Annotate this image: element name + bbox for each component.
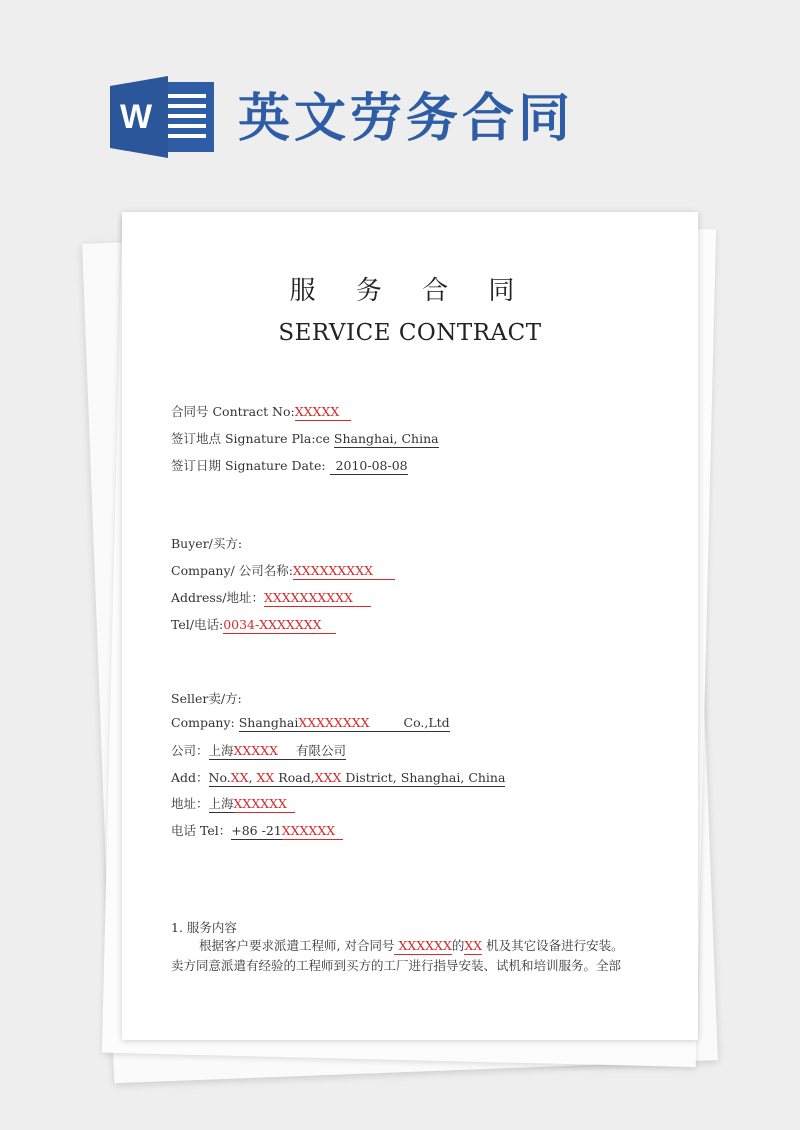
buyer-company-line bbox=[171, 561, 395, 579]
buyer-address-value: XXXXXXXXXX bbox=[264, 590, 371, 607]
seller-company-prefix: Shanghai bbox=[238, 715, 299, 730]
section1-p1-a: 根据客户要求派遣工程师, 对合同号 bbox=[199, 938, 395, 953]
seller-address-cn-value: XXXXXX bbox=[234, 796, 295, 813]
seller-tel-value: XXXXXX bbox=[282, 823, 343, 840]
header bbox=[110, 72, 710, 162]
seller-company-cn-value: XXXXX bbox=[233, 743, 279, 758]
page-title: 英文劳务合同 bbox=[238, 88, 575, 149]
buyer-tel-label: Tel/电话: bbox=[171, 617, 224, 632]
seller-address-cn-underline bbox=[209, 796, 234, 813]
word-icon bbox=[110, 76, 220, 158]
seller-company-suffix: Co.,Ltd bbox=[403, 715, 450, 730]
document-title-en: SERVICE CONTRACT bbox=[278, 320, 542, 346]
contract-no-label: 合同号 Contract No: bbox=[171, 404, 295, 419]
seller-address-x3: XXX bbox=[314, 770, 342, 785]
seller-company-line bbox=[171, 715, 450, 730]
seller-address-cn-label: 地址： bbox=[171, 796, 209, 811]
seller-address-cn-line bbox=[171, 794, 295, 812]
section1-p1-x1: XXXXXX bbox=[394, 938, 451, 955]
seller-company-cn-underline bbox=[209, 743, 347, 760]
section1-paragraph-line2: 卖方同意派遣有经验的工程师到买方的工厂进行指导安装、试机和培训服务。全部 bbox=[171, 958, 622, 973]
buyer-company-value: XXXXXXXXX bbox=[293, 563, 395, 580]
section1-p1-x2: XX bbox=[464, 938, 483, 953]
document-page bbox=[122, 212, 698, 1040]
seller-tel-label: 电话 Tel： bbox=[171, 823, 232, 838]
seller-address-x2: XX bbox=[256, 770, 275, 785]
seller-address-no: No. bbox=[208, 770, 231, 785]
signature-place-label: 签订地点 Signature Pla:ce bbox=[171, 431, 334, 446]
section1-paragraph-line1 bbox=[171, 936, 624, 954]
seller-company-underline bbox=[239, 715, 450, 732]
buyer-address-line bbox=[171, 588, 371, 606]
signature-place-value: Shanghai, China bbox=[333, 431, 439, 446]
buyer-tel-value: 0034-XXXXXXX bbox=[223, 617, 335, 634]
signature-place-line bbox=[171, 429, 439, 447]
signature-date-line bbox=[171, 456, 408, 474]
seller-tel-line bbox=[171, 821, 343, 839]
seller-heading: Seller卖/方: bbox=[171, 691, 242, 706]
signature-date-value: 2010-08-08 bbox=[330, 458, 408, 475]
seller-address-cn-prefix: 上海 bbox=[208, 796, 234, 811]
signature-date-label: 签订日期 Signature Date: bbox=[171, 458, 330, 473]
seller-address-line bbox=[171, 768, 505, 786]
buyer-heading: Buyer/买方: bbox=[171, 536, 243, 551]
seller-address-road: Road, bbox=[274, 770, 315, 785]
seller-company-cn-label: 公司： bbox=[171, 743, 209, 758]
buyer-tel-line bbox=[171, 615, 336, 633]
seller-address-label: Add： bbox=[171, 770, 209, 785]
svg-text:W: W bbox=[119, 98, 153, 136]
section1-p1-c: 机及其它设备进行安装。 bbox=[482, 938, 624, 953]
buyer-company-label: Company/ 公司名称: bbox=[171, 563, 293, 578]
contract-no-line bbox=[171, 402, 351, 420]
section1-p1-b: 的 bbox=[451, 938, 465, 953]
seller-company-cn-prefix: 上海 bbox=[208, 743, 234, 758]
seller-company-value: XXXXXXXX bbox=[298, 715, 370, 730]
document-title-cn: 服 务 合 同 bbox=[289, 276, 531, 306]
seller-company-label: Company: bbox=[171, 715, 239, 730]
seller-company-cn-line bbox=[171, 741, 346, 759]
section1-heading: 1. 服务内容 bbox=[171, 920, 237, 935]
buyer-address-label: Address/地址： bbox=[171, 590, 264, 605]
seller-address-x1: XX bbox=[230, 770, 249, 785]
seller-address-rest: District, Shanghai, China bbox=[341, 770, 506, 785]
seller-tel-prefix: +86 -21 bbox=[231, 823, 282, 838]
seller-company-cn-suffix: 有限公司 bbox=[296, 743, 347, 758]
contract-no-value: XXXXX bbox=[295, 404, 352, 421]
seller-address-underline bbox=[209, 770, 506, 787]
seller-address-sep: , bbox=[248, 770, 257, 785]
